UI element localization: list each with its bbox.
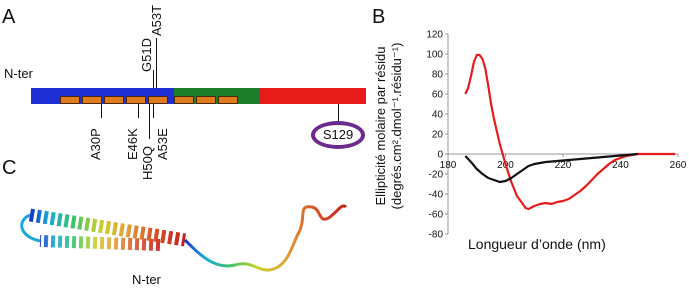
tick-a53e [153,104,154,118]
x-axis-title: Longueur d’onde (nm) [468,236,606,252]
y-axis-title [373,16,405,236]
cd-spectrum-chart [410,22,689,252]
x-tick-label: 260 [669,160,687,171]
y-tick-label: 40 [431,109,443,121]
tick-h50q [149,104,150,139]
repeat-motif [126,96,146,104]
tick-a53t [156,38,157,88]
tick-e46k [138,104,139,118]
y-tick-label: 80 [431,69,443,81]
x-tick-label: 240 [612,160,629,171]
x-tick-label: 220 [554,160,572,171]
y-tick-label: 60 [431,89,443,101]
protein-structure-ribbon [0,185,360,292]
tick-a30p [101,104,102,118]
x-tick-label: 200 [497,160,514,171]
phosphosite-s129 [311,121,365,149]
n-ter-label-a: N-ter [4,66,33,81]
repeat-motif [60,96,80,104]
y-tick-label: 20 [431,129,443,141]
tick-g51d [153,70,154,88]
panel-a-label: A [2,6,16,28]
mutation-h50q: H50Q [140,146,155,180]
mutation-g51d: G51D [139,38,154,72]
mutation-e46k: E46K [125,128,140,160]
y-tick-label: 120 [426,29,443,41]
series-line-red [465,55,675,209]
panel-b-label: B [372,6,386,28]
mutation-a53t: A53T [149,4,164,36]
x-tick-label: 180 [439,160,457,171]
repeat-motif [82,96,102,104]
mutation-a30p: A30P [88,128,103,160]
repeat-motif [218,96,238,104]
y-axis-title-line1: Ellipticité molaire par résidu [373,46,388,206]
repeat-motif [148,96,168,104]
y-tick-label: -80 [428,229,443,241]
y-tick-label: -60 [428,209,443,221]
n-ter-label-c: N-ter [132,272,161,287]
y-tick-label: 0 [437,149,443,161]
panel-c-label: C [2,157,17,179]
mutation-a53e: A53E [155,128,170,160]
y-tick-label: -40 [428,189,443,201]
repeat-motif [104,96,124,104]
y-tick-label: -20 [428,169,443,181]
s129-label: S129 [322,127,354,142]
repeat-motif [174,96,194,104]
tick-s129 [338,104,339,122]
y-axis-title-line2: (degrés.cm².dmol⁻¹.résidu⁻¹) [389,42,404,210]
repeat-motif [196,96,216,104]
c-terminal-domain [260,88,366,104]
y-tick-label: 100 [426,49,443,61]
